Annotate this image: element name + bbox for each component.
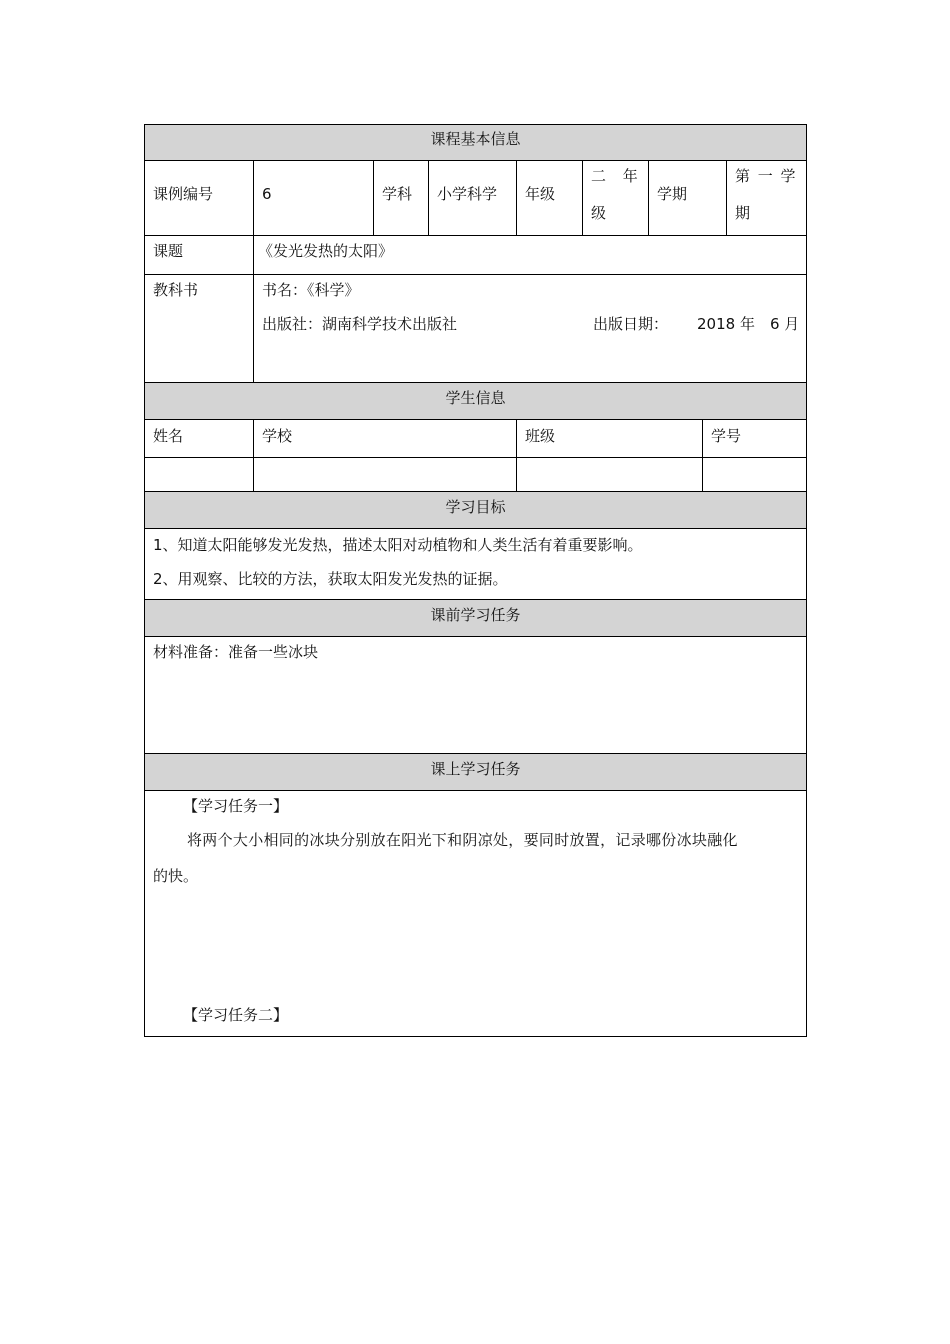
pub-month: 6 月 <box>770 315 800 333</box>
pre-class-content: 材料准备：准备一些冰块 <box>153 643 319 661</box>
case-no-label: 课例编号 <box>153 185 214 203</box>
rule <box>726 160 727 236</box>
rule <box>144 790 807 791</box>
objective-item-1: 1、知道太阳能够发光发热，描述太阳对动植物和人类生活有着重要影响。 <box>153 536 643 554</box>
objective-item-2: 2、用观察、比较的方法，获取太阳发光发热的证据。 <box>153 570 508 588</box>
task1-line1: 将两个大小相同的冰块分别放在阳光下和阴凉处，要同时放置，记录哪份冰块融化 <box>187 831 738 849</box>
student-info-header: 学生信息 <box>445 389 506 407</box>
task2-title: 【学习任务二】 <box>183 1006 289 1024</box>
rule <box>373 160 374 236</box>
term-value-line1: 第 一 学 <box>735 167 796 185</box>
rule <box>516 419 517 492</box>
school-label: 学校 <box>262 427 293 445</box>
task1-line2: 的快。 <box>153 867 199 885</box>
pre-class-header: 课前学习任务 <box>430 606 521 624</box>
term-label: 学期 <box>657 185 688 203</box>
rule <box>144 419 807 420</box>
rule <box>144 636 807 637</box>
rule <box>648 160 649 236</box>
rule <box>253 419 254 492</box>
subject-label: 学科 <box>382 185 413 203</box>
case-no-value: 6 <box>262 185 272 203</box>
name-label: 姓名 <box>153 427 184 445</box>
rule <box>702 419 703 492</box>
rule <box>253 160 254 383</box>
objectives-header: 学习目标 <box>445 498 506 516</box>
topic-value: 《发光发热的太阳》 <box>258 242 394 260</box>
rule <box>144 753 807 754</box>
rule <box>144 457 807 458</box>
subject-value: 小学科学 <box>437 185 498 203</box>
rule <box>144 235 807 236</box>
book-name: 书名：《科学》 <box>262 281 360 299</box>
term-value-line2: 期 <box>735 204 751 222</box>
rule <box>428 160 429 236</box>
rule <box>582 160 583 236</box>
class-label: 班级 <box>525 427 556 445</box>
topic-label: 课题 <box>153 242 184 260</box>
pub-date-label: 出版日期： <box>593 315 669 333</box>
grade-value-line2: 级 <box>591 204 607 222</box>
rule <box>144 491 807 492</box>
rule <box>516 160 517 236</box>
publisher: 出版社：湖南科学技术出版社 <box>262 315 458 333</box>
rule <box>144 599 807 600</box>
rule <box>144 382 807 383</box>
rule <box>144 274 807 275</box>
textbook-label: 教科书 <box>153 281 199 299</box>
rule <box>144 528 807 529</box>
task1-title: 【学习任务一】 <box>183 797 289 815</box>
student-no-label: 学号 <box>711 427 742 445</box>
grade-value-line1: 二 年 <box>591 167 638 185</box>
in-class-header: 课上学习任务 <box>430 760 521 778</box>
course-info-header: 课程基本信息 <box>430 130 521 148</box>
rule <box>144 160 807 161</box>
grade-label: 年级 <box>525 185 556 203</box>
pub-year: 2018 年 <box>697 315 755 333</box>
